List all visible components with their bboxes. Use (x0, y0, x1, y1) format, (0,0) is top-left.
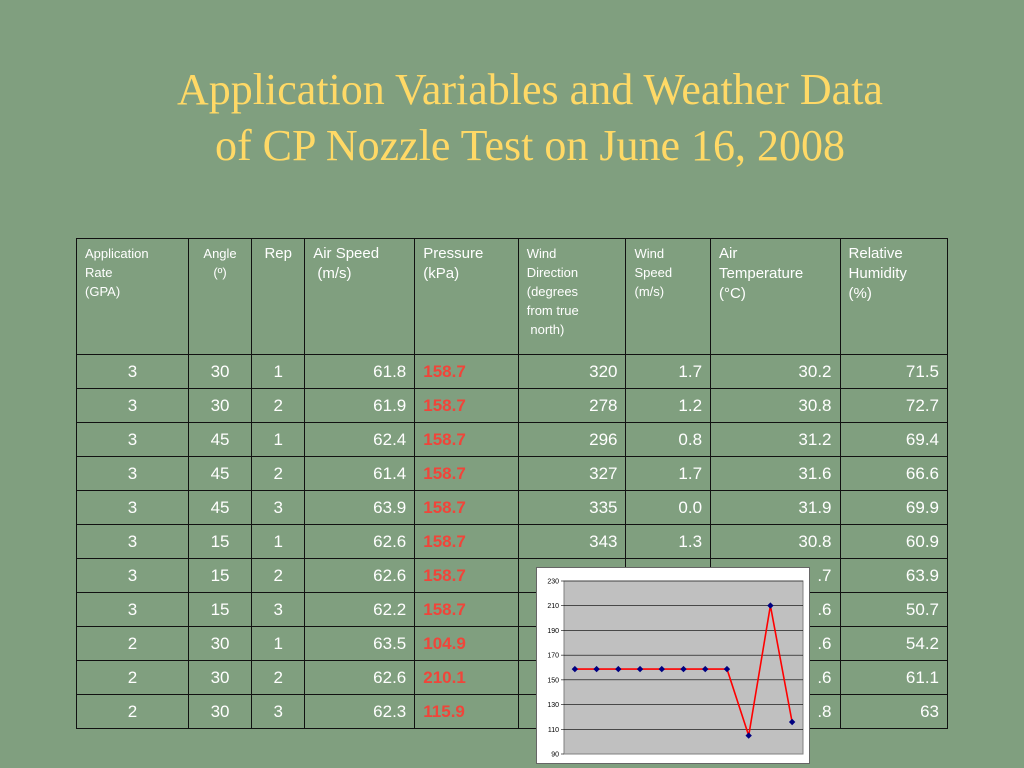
slide-title (0, 62, 1024, 174)
table-cell: 61.4 (305, 457, 415, 491)
column-header-line: Rate (85, 265, 113, 280)
table-cell: 1.2 (626, 389, 711, 423)
table-cell: 30 (188, 355, 251, 389)
table-cell: 61.1 (840, 661, 947, 695)
table-cell: 3 (252, 593, 305, 627)
table-cell: 62.2 (305, 593, 415, 627)
table-cell: 210.1 (415, 661, 518, 695)
table-cell: 30.2 (711, 355, 840, 389)
table-cell: 104.9 (415, 627, 518, 661)
table-cell: 115.9 (415, 695, 518, 729)
table-cell: 63.9 (840, 559, 947, 593)
table-cell: 63.5 (305, 627, 415, 661)
table-cell: 158.7 (415, 389, 518, 423)
table-cell: 45 (188, 491, 251, 525)
table-row (77, 457, 948, 491)
table-cell: 69.9 (840, 491, 947, 525)
column-header-line: (m/s) (634, 284, 665, 299)
table-cell: 3 (77, 559, 189, 593)
weather-data-table (76, 238, 948, 729)
table-cell: 1 (252, 355, 305, 389)
table-cell: 30 (188, 627, 251, 661)
table-cell: 54.2 (840, 627, 947, 661)
column-header-line: Angle (203, 246, 237, 261)
table-cell: 2 (77, 627, 189, 661)
column-header-line: (%) (848, 285, 872, 302)
table-cell: 62.6 (305, 661, 415, 695)
table-cell: 3 (77, 423, 189, 457)
table-cell: 62.4 (305, 423, 415, 457)
table-cell: 30 (188, 389, 251, 423)
table-cell: 31.9 (711, 491, 840, 525)
table-cell: 3 (77, 491, 189, 525)
table-cell: 2 (77, 695, 189, 729)
column-header-line: Wind (526, 246, 557, 261)
table-cell: 62.6 (305, 559, 415, 593)
column-header (252, 239, 305, 355)
table-cell: 3 (77, 457, 189, 491)
column-header-line: Application (85, 246, 149, 261)
table-row (77, 695, 948, 729)
title-line-1: Application Variables and Weather Data (177, 65, 883, 114)
column-header-line: (m/s) (313, 265, 352, 282)
table-cell: 45 (188, 423, 251, 457)
table-cell: 31.2 (711, 423, 840, 457)
table-cell: 296 (518, 423, 626, 457)
chart-svg (537, 568, 809, 763)
column-header-line: Pressure (423, 245, 484, 262)
y-tick-label: 190 (547, 627, 559, 635)
column-header (415, 239, 518, 355)
column-header-line: (°C) (719, 285, 746, 302)
y-tick-label: 110 (547, 726, 559, 734)
table-cell: 1.3 (626, 525, 711, 559)
table-cell: 61.8 (305, 355, 415, 389)
table-cell: 335 (518, 491, 626, 525)
column-header-line: Temperature (719, 265, 804, 282)
table-header-row (77, 239, 948, 355)
table-cell: 72.7 (840, 389, 947, 423)
column-header-line: north) (526, 322, 565, 337)
table-cell: 45 (188, 457, 251, 491)
table-cell: 30 (188, 695, 251, 729)
column-header-line: Rep (264, 245, 292, 262)
table-cell: 2 (252, 661, 305, 695)
table-cell: 63 (840, 695, 947, 729)
table-cell: 158.7 (415, 423, 518, 457)
table-cell: 3 (77, 389, 189, 423)
column-header (840, 239, 947, 355)
column-header-line: Wind (634, 246, 665, 261)
y-tick-label: 150 (547, 677, 559, 685)
table-cell: 15 (188, 593, 251, 627)
table-cell: 1 (252, 423, 305, 457)
table-cell: 15 (188, 525, 251, 559)
table-cell: 30 (188, 661, 251, 695)
column-header (77, 239, 189, 355)
table-cell: 0.8 (626, 423, 711, 457)
table-cell: 3 (77, 525, 189, 559)
table-row (77, 525, 948, 559)
table-cell: 2 (252, 457, 305, 491)
table-row (77, 491, 948, 525)
column-header-line: Air (719, 245, 738, 262)
table-row (77, 423, 948, 457)
column-header (711, 239, 840, 355)
table-row (77, 661, 948, 695)
table-cell: 1 (252, 627, 305, 661)
table-cell: .6 (711, 661, 840, 695)
table-body (77, 355, 948, 729)
table-cell: 60.9 (840, 525, 947, 559)
y-tick-label: 90 (551, 751, 559, 759)
y-tick-label: 230 (547, 578, 559, 586)
table-cell: 0.0 (626, 491, 711, 525)
table-cell: 2 (252, 389, 305, 423)
table-cell: 2 (77, 661, 189, 695)
column-header (626, 239, 711, 355)
table-cell: 61.9 (305, 389, 415, 423)
table-cell: 1.7 (626, 355, 711, 389)
table-cell: 31.6 (711, 457, 840, 491)
table-cell: .7 (711, 559, 840, 593)
column-header-line: Air Speed (313, 245, 380, 262)
column-header-line: (º) (213, 265, 227, 280)
column-header (518, 239, 626, 355)
table-row (77, 355, 948, 389)
column-header-line: (degrees (526, 284, 579, 299)
table-cell: 62.6 (305, 525, 415, 559)
table-cell: 3 (77, 593, 189, 627)
table-cell: .8 (711, 695, 840, 729)
table-cell: 30.8 (711, 389, 840, 423)
table-cell: 66.6 (840, 457, 947, 491)
table-cell: 3 (252, 695, 305, 729)
table-cell: 62.3 (305, 695, 415, 729)
table-cell: 158.7 (415, 491, 518, 525)
table-cell: .6 (711, 627, 840, 661)
table-cell: 158.7 (415, 525, 518, 559)
pressure-line-chart (536, 567, 810, 764)
column-header-line: from true (526, 303, 579, 318)
table-cell: 50.7 (840, 593, 947, 627)
table-cell: 3 (77, 355, 189, 389)
y-tick-label: 170 (547, 652, 559, 660)
y-tick-label: 210 (547, 603, 559, 611)
table-cell: 278 (518, 389, 626, 423)
table-cell: 158.7 (415, 355, 518, 389)
table-cell: 71.5 (840, 355, 947, 389)
table-row (77, 559, 948, 593)
column-header-line: (GPA) (85, 284, 121, 299)
table-cell: 1 (252, 525, 305, 559)
y-tick-label: 130 (547, 702, 559, 710)
table-cell: 3 (252, 491, 305, 525)
table-cell: 30.8 (711, 525, 840, 559)
table-cell: 320 (518, 355, 626, 389)
column-header-line: Direction (526, 265, 579, 280)
column-header-line: Relative (848, 245, 903, 262)
table-row (77, 627, 948, 661)
table-cell: 343 (518, 525, 626, 559)
table-cell: 1.7 (626, 457, 711, 491)
column-header-line: (kPa) (423, 265, 460, 282)
title-line-2: of CP Nozzle Test on June 16, 2008 (215, 121, 845, 170)
column-header-line: Speed (634, 265, 673, 280)
table-row (77, 593, 948, 627)
table-cell: 63.9 (305, 491, 415, 525)
table-cell: 158.7 (415, 559, 518, 593)
column-header-line: Humidity (848, 265, 907, 282)
table-cell: 327 (518, 457, 626, 491)
table-cell: 15 (188, 559, 251, 593)
table-cell: 158.7 (415, 593, 518, 627)
table-cell: .6 (711, 593, 840, 627)
column-header (188, 239, 251, 355)
table-cell: 158.7 (415, 457, 518, 491)
column-header (305, 239, 415, 355)
table-cell: 2 (252, 559, 305, 593)
table-row (77, 389, 948, 423)
table-cell: 69.4 (840, 423, 947, 457)
